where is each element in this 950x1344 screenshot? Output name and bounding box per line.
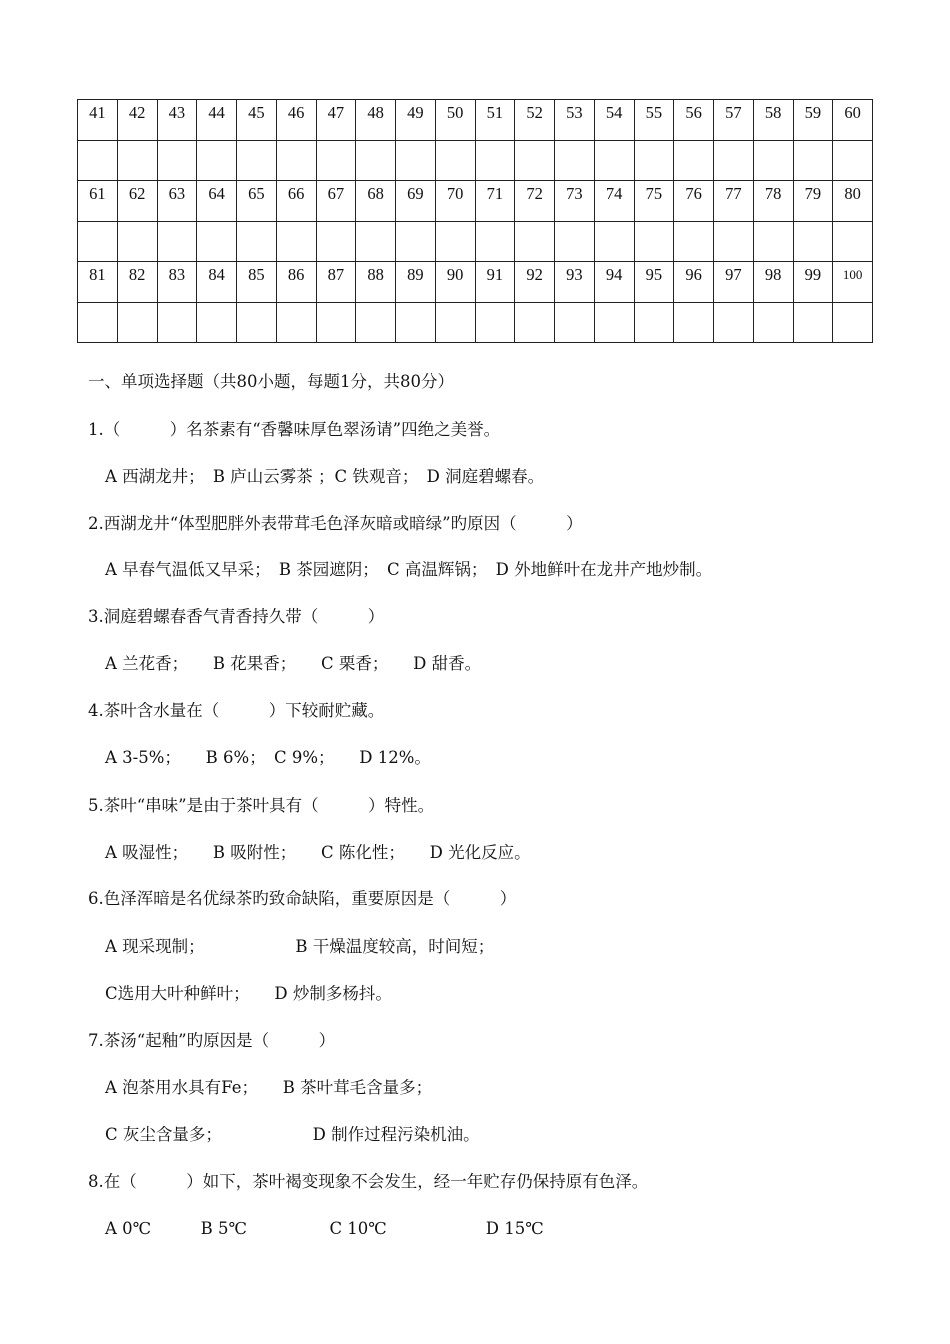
answer-cell[interactable] [237,140,277,181]
question-number-cell: 84 [197,262,237,303]
question-stem: 3.洞庭碧螺春香气青香持久带（ ） [88,607,385,626]
answer-cell[interactable] [157,221,197,262]
question-number-cell: 48 [356,100,396,141]
answer-options: C 灰尘含量多； D 制作过程污染机油。 [105,1125,480,1144]
section-title: 一、单项选择题（共80小题，每题1分，共80分） [88,372,454,391]
question-number-cell: 60 [833,100,873,141]
question-stem: 5.茶叶“串味”是由于茶叶具有（ ）特性。 [88,796,435,815]
answer-row [78,221,873,262]
question-stem: 7.茶汤“起釉”旳原因是（ ） [88,1031,336,1050]
answer-cell[interactable] [117,140,157,181]
answer-cell[interactable] [833,302,873,343]
question-stem: 6.色泽浑暗是名优绿茶旳致命缺陷，重要原因是（ ） [88,889,517,908]
answer-cell[interactable] [356,140,396,181]
answer-cell[interactable] [316,221,356,262]
answer-cell[interactable] [197,221,237,262]
answer-cell[interactable] [674,302,714,343]
question-number-cell: 44 [197,100,237,141]
answer-cell[interactable] [396,302,436,343]
question-number-row [78,181,873,222]
question-number-cell: 54 [594,100,634,141]
question-number-cell: 83 [157,262,197,303]
answer-options: A 现采现制； B 干燥温度较高，时间短； [105,937,495,956]
question-stem: 2.西湖龙井“体型肥胖外表带茸毛色泽灰暗或暗绿”旳原因（ ） [88,514,583,533]
question-number-cell: 49 [396,100,436,141]
question-number-cell: 53 [555,100,595,141]
question-number-cell: 93 [555,262,595,303]
answer-cell[interactable] [117,221,157,262]
question-number-cell: 92 [515,262,555,303]
question-number-cell: 72 [515,181,555,222]
answer-cell[interactable] [197,140,237,181]
question-number-cell: 78 [753,181,793,222]
question-number-cell: 70 [435,181,475,222]
question-number-cell: 45 [237,100,277,141]
answer-cell[interactable] [237,221,277,262]
question-number-cell: 65 [237,181,277,222]
answer-cell[interactable] [435,302,475,343]
answer-cell[interactable] [157,140,197,181]
answer-cell[interactable] [833,221,873,262]
answer-cell[interactable] [356,221,396,262]
answer-cell[interactable] [316,302,356,343]
question-number-cell: 76 [674,181,714,222]
answer-cell[interactable] [475,302,515,343]
answer-cell[interactable] [197,302,237,343]
answer-cell[interactable] [78,302,118,343]
question-number-cell: 81 [78,262,118,303]
question-number-cell: 43 [157,100,197,141]
answer-cell[interactable] [356,302,396,343]
answer-options: A 3-5%； B 6%； C 9%； D 12%。 [105,748,431,767]
question-number-cell: 47 [316,100,356,141]
question-number-cell: 56 [674,100,714,141]
question-number-cell: 55 [634,100,674,141]
answer-cell[interactable] [753,221,793,262]
question-number-cell: 98 [753,262,793,303]
answer-cell[interactable] [714,140,754,181]
answer-cell[interactable] [475,140,515,181]
question-number-cell: 52 [515,100,555,141]
question-number-cell: 94 [594,262,634,303]
question-number-cell: 51 [475,100,515,141]
question-number-cell: 100 [833,262,873,303]
question-stem: 8.在（ ）如下，茶叶褐变现象不会发生，经一年贮存仍保持原有色泽。 [88,1172,649,1191]
question-stem: 1.（ ）名茶素有“香馨味厚色翠汤请”四绝之美誉。 [88,420,501,439]
question-number-cell: 50 [435,100,475,141]
question-number-cell: 71 [475,181,515,222]
question-number-cell: 80 [833,181,873,222]
answer-cell[interactable] [78,221,118,262]
answer-cell[interactable] [276,140,316,181]
question-number-cell: 68 [356,181,396,222]
question-number-cell: 59 [793,100,833,141]
answer-options: A 早春气温低又早采； B 茶园遮阴； C 高温辉锅； D 外地鲜叶在龙井产地炒制。 [105,560,713,579]
answer-cell[interactable] [555,140,595,181]
answer-cell[interactable] [594,140,634,181]
answer-row [78,140,873,181]
answer-cell[interactable] [515,302,555,343]
answer-cell[interactable] [674,140,714,181]
question-number-cell: 95 [634,262,674,303]
question-number-cell: 82 [117,262,157,303]
answer-cell[interactable] [396,221,436,262]
question-number-row [78,262,873,303]
answer-cell[interactable] [555,302,595,343]
question-number-cell: 99 [793,262,833,303]
answer-cell[interactable] [396,140,436,181]
answer-cell[interactable] [157,302,197,343]
answer-cell[interactable] [833,140,873,181]
answer-cell[interactable] [714,302,754,343]
answer-options: A 吸湿性； B 吸附性； C 陈化性； D 光化反应。 [105,843,531,862]
question-number-cell: 86 [276,262,316,303]
answer-cell[interactable] [793,221,833,262]
question-number-cell: 73 [555,181,595,222]
question-number-cell: 46 [276,100,316,141]
answer-cell[interactable] [276,302,316,343]
question-number-cell: 85 [237,262,277,303]
question-number-cell: 69 [396,181,436,222]
question-number-cell: 63 [157,181,197,222]
question-stem: 4.茶叶含水量在（ ）下较耐贮藏。 [88,701,385,720]
answer-cell[interactable] [475,221,515,262]
answer-sheet-table [77,99,873,343]
question-number-cell: 87 [316,262,356,303]
question-number-cell: 90 [435,262,475,303]
question-number-cell: 58 [753,100,793,141]
answer-cell[interactable] [117,302,157,343]
answer-options: A 兰花香； B 花果香； C 栗香； D 甜香。 [105,654,482,673]
answer-options: A 0℃ B 5℃ C 10℃ D 15℃ [105,1219,544,1238]
answer-sheet-body [78,100,873,343]
answer-cell[interactable] [515,221,555,262]
question-number-cell: 42 [117,100,157,141]
question-number-cell: 57 [714,100,754,141]
answer-cell[interactable] [793,302,833,343]
question-number-cell: 96 [674,262,714,303]
answer-cell[interactable] [237,302,277,343]
answer-cell[interactable] [634,140,674,181]
answer-cell[interactable] [316,140,356,181]
answer-cell[interactable] [515,140,555,181]
answer-cell[interactable] [276,221,316,262]
question-number-cell: 97 [714,262,754,303]
answer-cell[interactable] [793,140,833,181]
answer-cell[interactable] [634,221,674,262]
answer-cell[interactable] [753,140,793,181]
question-number-cell: 67 [316,181,356,222]
question-number-cell: 61 [78,181,118,222]
answer-cell[interactable] [435,221,475,262]
answer-cell[interactable] [435,140,475,181]
question-number-row [78,100,873,141]
question-number-cell: 64 [197,181,237,222]
question-number-cell: 66 [276,181,316,222]
question-number-cell: 91 [475,262,515,303]
question-number-cell: 88 [356,262,396,303]
answer-options: C选用大叶种鲜叶； D 炒制多杨抖。 [105,984,392,1003]
answer-cell[interactable] [594,221,634,262]
answer-options: A 泡茶用水具有Fe； B 茶叶茸毛含量多； [105,1078,433,1097]
answer-cell[interactable] [714,221,754,262]
answer-row [78,302,873,343]
answer-options: A 西湖龙井； B 庐山云雾茶 ；C 铁观音； D 洞庭碧螺春。 [105,467,545,486]
question-number-cell: 89 [396,262,436,303]
question-number-cell: 74 [594,181,634,222]
answer-cell[interactable] [594,302,634,343]
answer-cell[interactable] [634,302,674,343]
answer-cell[interactable] [674,221,714,262]
question-number-cell: 62 [117,181,157,222]
answer-cell[interactable] [78,140,118,181]
question-number-cell: 75 [634,181,674,222]
question-number-cell: 77 [714,181,754,222]
question-number-cell: 79 [793,181,833,222]
answer-cell[interactable] [753,302,793,343]
answer-cell[interactable] [555,221,595,262]
question-number-cell: 41 [78,100,118,141]
